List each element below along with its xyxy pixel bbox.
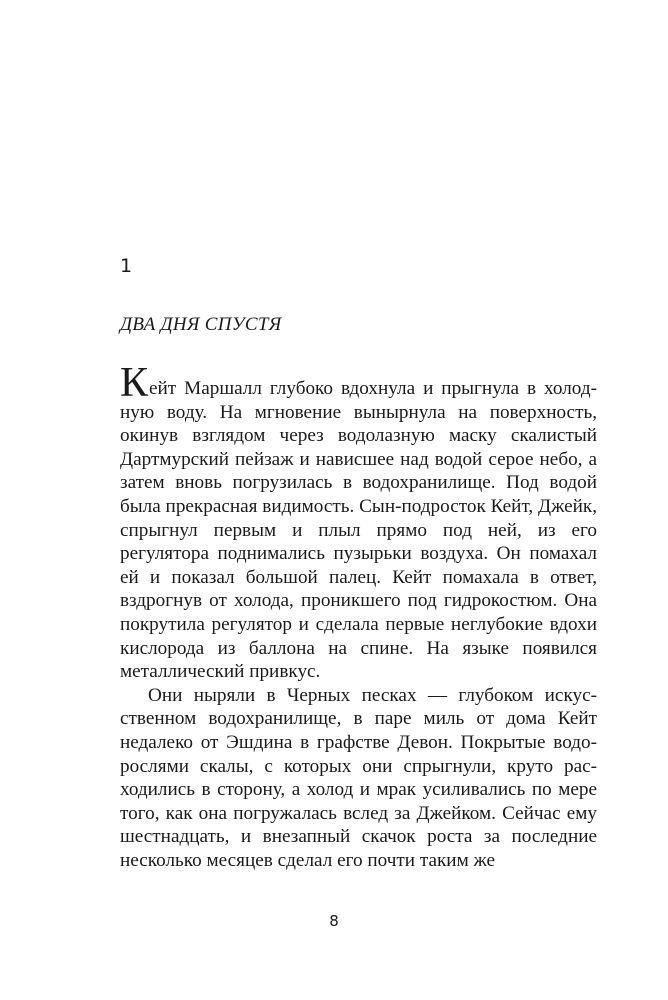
page-number: 8 [329,912,339,930]
chapter-number: 1 [120,255,133,277]
paragraph-1 [120,360,597,684]
body-text [120,360,597,872]
paragraph-2: Они ныряли в Черных песках — глубоком искусственном водохранилище, в паре миль от дома Кейт недалеко от Эшдина в графстве Девон. Покрытые водорослями скалы, с которых они спрыгнули, круто расходились в сторону, а холод и мрак усиливались по мере того, как она погружалась вслед за Джейком. Сейчас ему шестнадцать, и внезапный скачок роста за последние несколько месяцев сделал его почти таким же [120,684,597,871]
drop-cap: К [120,360,149,406]
chapter-subtitle: ДВА ДНЯ СПУСТЯ [120,314,282,335]
paragraph-1-text: ейт Маршалл глубоко вдохнула и прыгнула в холодную воду. На мгновение вынырнула на поверхность, окинув взглядом через водолазную маску скалистый Дартмурский пейзаж и нависшее над водой серое небо, а затем вновь погрузилась в водохранилище. Под водой была прекрасная видимость. Сын-подросток Кейт, Джейк, спрыгнул первым и плыл прямо под ней, из его регулятора поднимались пузырьки воздуха. Он помахал ей и показал большой палец. Кейт помахала в ответ, вздрогнув от холода, проникшего под гидрокостюм. Она покрутила регулятор и сделала первые неглубокие вдохи кислорода из баллона на спине. На языке появился металлический привкус. [120,378,597,683]
